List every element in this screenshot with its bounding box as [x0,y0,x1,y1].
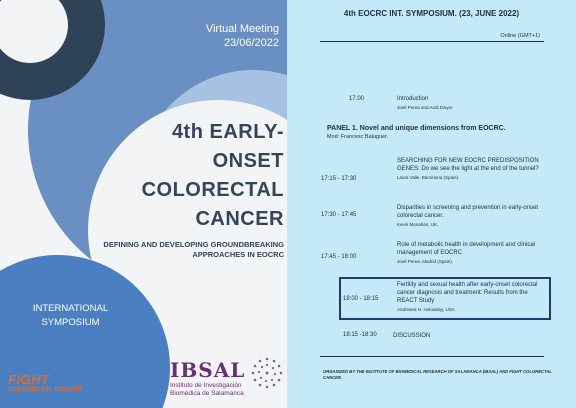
fight-colorectal-cancer-logo [8,372,98,393]
ibsal-logo-word: IBSAL [170,358,246,382]
fight-logo-word: FIGHT [8,372,50,387]
schedule-item [397,204,547,229]
intl-line: INTERNATIONAL [32,303,109,314]
subtitle-line: DEFINING AND DEVELOPING GROUNDBREAKING [103,240,284,249]
event-title [108,118,284,234]
program-title: 4th EOCRC INT. SYMPOSIUM. (23, JUNE 2022) [343,9,520,18]
event-subtitle [84,240,284,260]
schedule-speaker: Andreana N. Holowatyj, USA [397,307,455,312]
international-symposium-label [18,302,123,330]
organizer-footer: ORGANIZED BY THE INSTITUTE OF BIOMEDICAL RESEARCH OF SALAMANCA (IBSAL) AND FIGHT COLORECTAL CANCER. [323,369,552,380]
panel-moderator: Mod: Francesc Balaguer. [327,134,389,140]
schedule-item [397,281,547,314]
schedule-item [397,95,547,112]
fight-logo-tagline: COLORECTAL CANCER [8,386,83,393]
schedule-desc: SEARCHING FOR NEW EOCRC PREDISPOSITION GENES: Do we see the light at the end of the tunnel? [397,158,539,172]
schedule-desc: Fertility and sexual health after early-onset colorectal cancer diagnosis and treatment: Results from the REACT Study [397,282,538,304]
schedule-time: 17:15 - 17:30 [321,176,357,182]
cover-panel [0,0,287,408]
schedule-time: 17:45 - 18:00 [321,254,357,260]
ibsal-logo-line2: Biomédica de Salamanca [170,389,244,397]
intl-line: SYMPOSIUM [41,317,100,328]
meeting-info [129,22,279,50]
meeting-date: 23/06/2022 [223,37,279,49]
divider-bottom [320,356,544,357]
schedule-time: 18:00 - 18:15 [343,296,379,302]
schedule-desc: Role of metabolic health in development and clinical management of EOCRC [397,242,536,256]
schedule-time: 18:15 -18:30 [343,332,377,338]
virtual-meeting-label: Virtual Meeting [205,23,279,35]
schedule-speaker: José Perea and Andi Dwyer [397,105,453,110]
title-line: 4th EARLY- [171,121,284,143]
title-line: CANCER [195,208,284,230]
schedule-speaker: Kevin Monahan, UK. [397,222,439,227]
panel-title: PANEL 1. Novel and unique dimensions from EOCRC. [327,125,506,132]
schedule-item [397,157,547,182]
title-line: COLORECTAL [141,179,284,201]
subtitle-line: APPROACHES IN EOCRC [192,250,284,259]
schedule-desc: DISCUSSION [393,333,431,339]
title-line: ONSET [212,150,284,172]
schedule-speaker: Laura Valle, Barcelona (Spain). [397,175,460,180]
schedule-desc: Introduction [397,96,429,102]
timezone-label: Online (GMT+1) [500,33,540,39]
ibsal-logo-line1: Instituto de Investigación [170,382,242,389]
schedule-item [397,241,547,266]
schedule-time: 17:30 - 17:45 [321,212,357,218]
program-panel [287,0,576,408]
schedule-time: 17.00 [349,96,365,102]
schedule-desc: Disparities in screening and prevention in early-onset colorectal cancer. [397,205,539,219]
schedule-speaker: José Perea. Madrid (Spain). [397,259,454,264]
schedule-item [393,332,543,340]
divider-top [320,41,544,42]
ibsal-swirl-icon [250,356,284,390]
